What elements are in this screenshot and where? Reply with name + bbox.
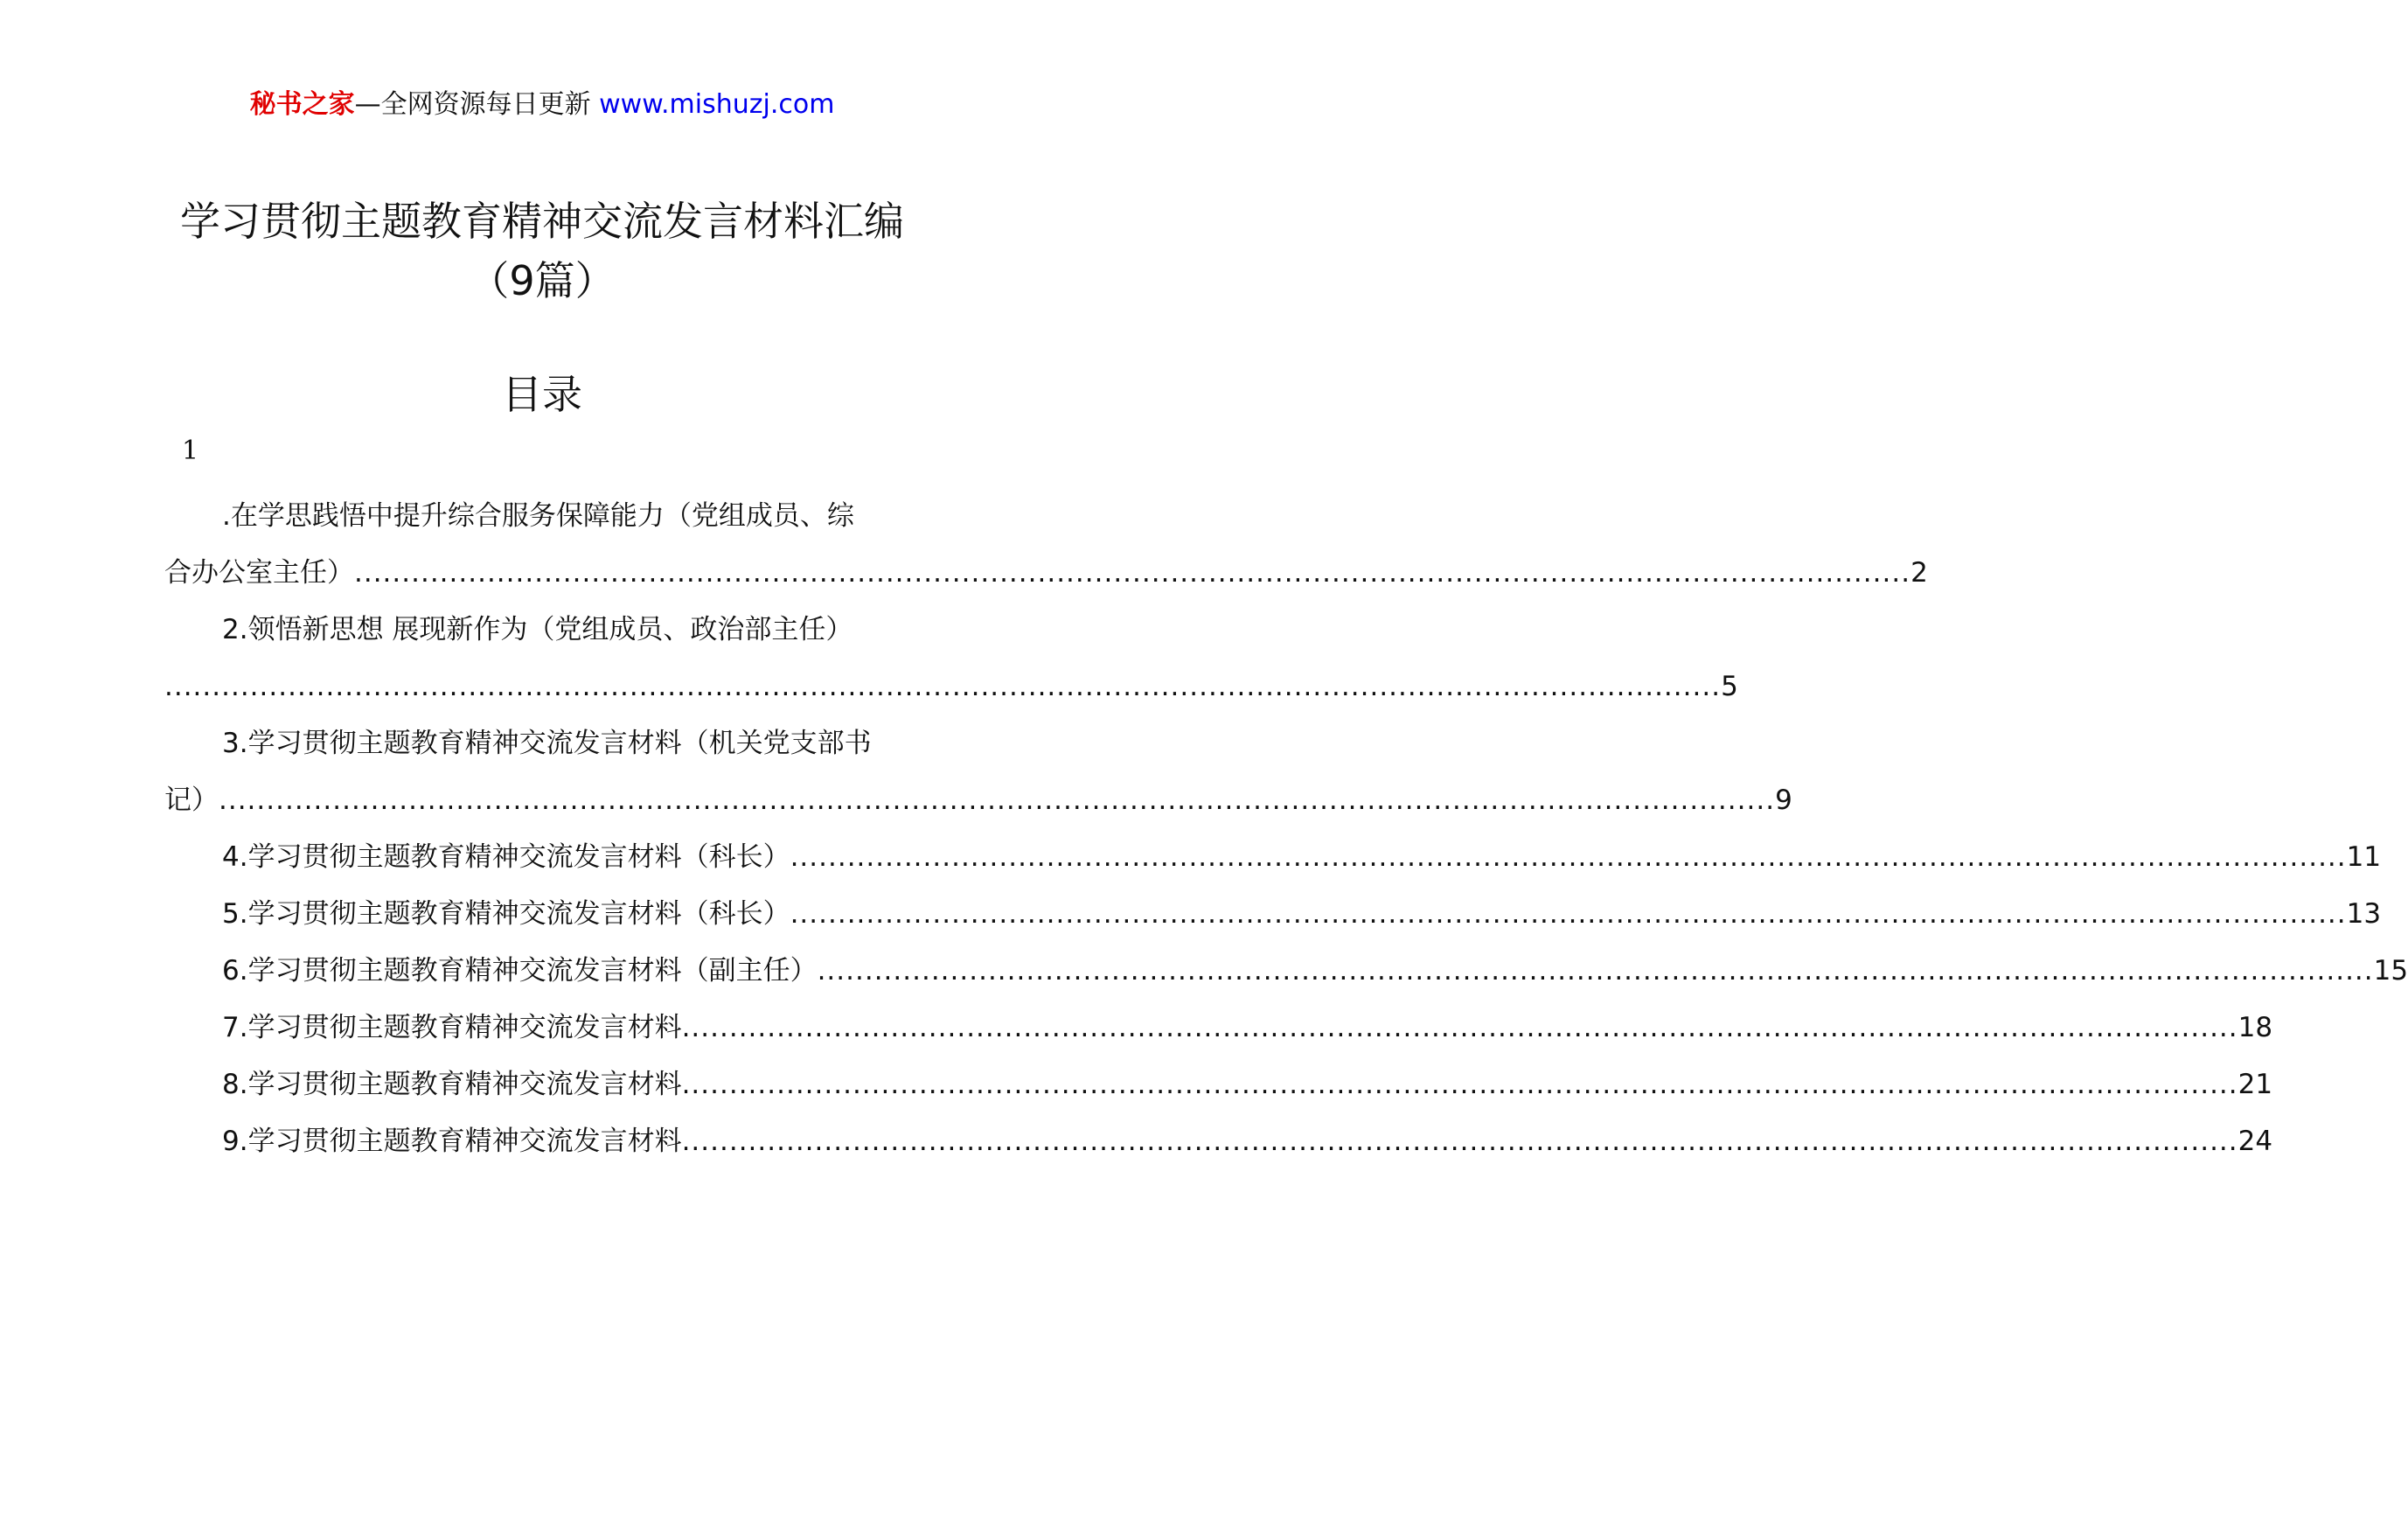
toc-item-8-title: 8.学习贯彻主题教育精神交流发言材料 — [222, 1069, 682, 1100]
toc-dot-leader: .................................................................................................................................................................... — [817, 955, 2374, 987]
toc-item-1-page: 2 — [1910, 557, 1928, 589]
toc-item-9-title: 9.学习贯彻主题教育精神交流发言材料 — [222, 1126, 682, 1157]
toc-item-6[interactable] — [164, 943, 2408, 1000]
toc-item-4-title: 4.学习贯彻主题教育精神交流发言材料（科长） — [222, 841, 790, 873]
toc-item-3-title-part-2: 记） — [164, 784, 219, 816]
toc-dot-leader: .................................................................................................................................................................... — [681, 1012, 2238, 1043]
toc-item-5-title: 5.学习贯彻主题教育精神交流发言材料（科长） — [222, 898, 790, 930]
stray-number: 1 — [182, 436, 199, 466]
toc-dot-leader: .................................................................................................................................................................... — [164, 671, 1722, 702]
toc-item-3-title-part-1: 3.学习贯彻主题教育精神交流发言材料（机关党支部书 — [222, 728, 872, 759]
toc-item-3-page: 9 — [1775, 784, 1792, 816]
document-title: 学习贯彻主题教育精神交流发言材料汇编 — [180, 198, 904, 245]
table-of-contents — [164, 488, 2408, 1170]
toc-item-3-line-1[interactable] — [164, 715, 918, 772]
toc-item-9[interactable] — [164, 1113, 2273, 1170]
toc-heading: 目录 — [502, 371, 582, 418]
toc-item-1-line-2[interactable] — [164, 545, 1928, 602]
toc-item-3-line-2[interactable] — [164, 772, 1792, 829]
toc-item-6-title: 6.学习贯彻主题教育精神交流发言材料（副主任） — [222, 955, 818, 987]
toc-item-2-line-1[interactable] — [164, 602, 918, 659]
site-tagline: —全网资源每日更新 — [354, 89, 591, 120]
site-url-link[interactable]: www.mishuzj.com — [599, 89, 835, 120]
document-subtitle: （9篇） — [469, 257, 616, 304]
toc-item-1-title-part-1: .在学思践悟中提升综合服务保障能力（党组成员、综 — [222, 500, 854, 532]
toc-item-2-page: 5 — [1721, 671, 1738, 702]
site-header — [0, 87, 1084, 122]
toc-dot-leader: .................................................................................................................................................................... — [219, 784, 1776, 816]
toc-item-8[interactable] — [164, 1056, 2273, 1113]
toc-dot-leader: .................................................................................................................................................................... — [790, 898, 2347, 930]
toc-item-2-line-2[interactable] — [164, 659, 1738, 715]
toc-dot-leader: .................................................................................................................................................................... — [681, 1069, 2238, 1100]
brand-name: 秘书之家 — [249, 89, 355, 120]
toc-item-5-page: 13 — [2346, 898, 2382, 930]
toc-item-7-page: 18 — [2237, 1012, 2273, 1043]
toc-item-6-page: 15 — [2373, 955, 2408, 987]
toc-dot-leader: .................................................................................................................................................................... — [681, 1126, 2238, 1157]
toc-item-2-title: 2.领悟新思想 展现新作为（党组成员、政治部主任） — [222, 614, 853, 645]
toc-item-7[interactable] — [164, 1000, 2273, 1056]
toc-item-4-page: 11 — [2346, 841, 2382, 873]
toc-item-5[interactable] — [164, 886, 2382, 943]
toc-item-4[interactable] — [164, 829, 2382, 886]
toc-item-1-line-1[interactable] — [164, 488, 918, 545]
toc-dot-leader: .................................................................................................................................................................... — [790, 841, 2347, 873]
toc-item-1-title-part-2: 合办公室主任） — [164, 557, 354, 589]
toc-item-7-title: 7.学习贯彻主题教育精神交流发言材料 — [222, 1012, 682, 1043]
toc-item-9-page: 24 — [2237, 1126, 2273, 1157]
toc-item-8-page: 21 — [2237, 1069, 2273, 1100]
toc-dot-leader: .................................................................................................................................................................... — [354, 557, 1911, 589]
